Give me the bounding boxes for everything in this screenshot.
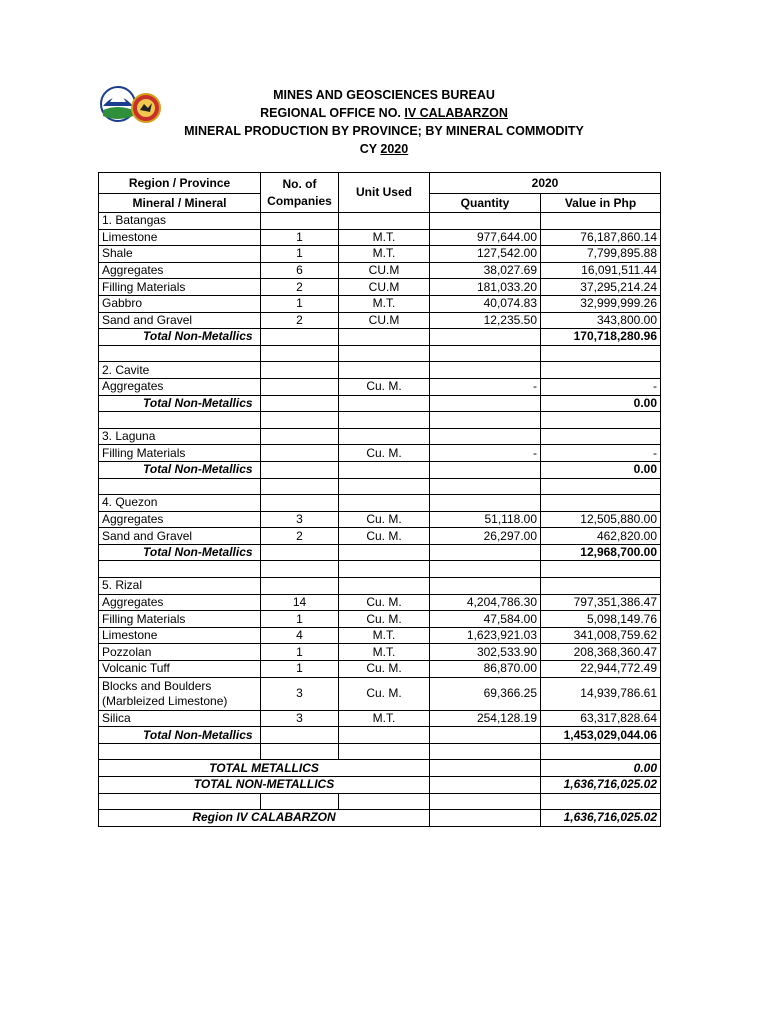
empty-cell (339, 793, 430, 810)
mineral-name: Silica (99, 710, 261, 727)
province-name: 3. Laguna (99, 428, 261, 445)
empty-cell (99, 793, 261, 810)
quantity-value: 254,128.19 (430, 710, 541, 727)
php-value: 12,505,880.00 (541, 511, 661, 528)
header-region-province: Region / Province (99, 173, 261, 194)
mineral-row (99, 445, 661, 462)
empty-cell (339, 412, 430, 429)
empty-cell (261, 395, 339, 412)
php-value: 37,295,214.24 (541, 279, 661, 296)
unit-used: Cu. M. (339, 611, 430, 628)
header-mineral: Mineral / Mineral (99, 194, 261, 213)
empty-cell (99, 478, 261, 495)
empty-cell (99, 743, 261, 760)
mineral-row (99, 594, 661, 611)
empty-cell (261, 478, 339, 495)
quantity-value: 51,118.00 (430, 511, 541, 528)
unit-used: Cu. M. (339, 594, 430, 611)
empty-cell (261, 793, 339, 810)
header-companies-label: Companies (267, 193, 332, 208)
empty-cell (430, 412, 541, 429)
province-total-value: 0.00 (541, 395, 661, 412)
empty-cell (261, 362, 339, 379)
companies-count: 2 (261, 528, 339, 545)
php-value: 32,999,999.26 (541, 295, 661, 312)
spacer-row (99, 478, 661, 495)
province-total-label: Total Non-Metallics (99, 329, 261, 346)
empty-cell (339, 345, 430, 362)
report-year (0, 142, 768, 156)
companies-count: 3 (261, 511, 339, 528)
empty-cell (261, 213, 339, 230)
mineral-name: Aggregates (99, 378, 261, 395)
mineral-name: Sand and Gravel (99, 528, 261, 545)
province-total-value: 170,718,280.96 (541, 329, 661, 346)
empty-cell (339, 428, 430, 445)
mineral-row (99, 627, 661, 644)
empty-cell (430, 362, 541, 379)
mineral-row (99, 312, 661, 329)
province-total-row (99, 395, 661, 412)
mineral-name: Filling Materials (99, 279, 261, 296)
php-value: 7,799,895.88 (541, 246, 661, 263)
region-total-value: 1,636,716,025.02 (541, 810, 661, 827)
empty-cell (541, 428, 661, 445)
companies-count: 4 (261, 627, 339, 644)
spacer-row (99, 793, 661, 810)
empty-cell (430, 213, 541, 230)
empty-cell (339, 329, 430, 346)
companies-count: 6 (261, 262, 339, 279)
mineral-name: Aggregates (99, 594, 261, 611)
production-table-body (99, 173, 661, 827)
empty-cell (261, 727, 339, 744)
unit-used: Cu. M. (339, 661, 430, 678)
mineral-row (99, 229, 661, 246)
spacer-row (99, 345, 661, 362)
empty-cell (339, 213, 430, 230)
companies-count: 1 (261, 246, 339, 263)
quantity-value: 4,204,786.30 (430, 594, 541, 611)
empty-cell (261, 329, 339, 346)
php-value: 343,800.00 (541, 312, 661, 329)
empty-cell (261, 578, 339, 595)
empty-cell (430, 727, 541, 744)
mineral-name: Aggregates (99, 262, 261, 279)
year-value: 2020 (380, 142, 409, 156)
province-total-label: Total Non-Metallics (99, 727, 261, 744)
php-value: 22,944,772.49 (541, 661, 661, 678)
province-name: 1. Batangas (99, 213, 261, 230)
companies-count (261, 445, 339, 462)
header-companies (261, 173, 339, 213)
empty-cell (430, 495, 541, 512)
companies-count: 14 (261, 594, 339, 611)
mineral-name: Limestone (99, 229, 261, 246)
companies-count: 3 (261, 677, 339, 710)
php-value: - (541, 445, 661, 462)
empty-cell (261, 461, 339, 478)
production-table (98, 172, 661, 827)
empty-cell (430, 478, 541, 495)
region-total-label: Region IV CALABARZON (99, 810, 430, 827)
province-total-value: 12,968,700.00 (541, 544, 661, 561)
province-name: 4. Quezon (99, 495, 261, 512)
quantity-value: - (430, 378, 541, 395)
header-no-of: No. of (282, 176, 317, 191)
empty-cell (430, 345, 541, 362)
empty-cell (339, 395, 430, 412)
empty-cell (261, 428, 339, 445)
php-value: 462,820.00 (541, 528, 661, 545)
unit-used: M.T. (339, 246, 430, 263)
unit-used: M.T. (339, 295, 430, 312)
unit-used: Cu. M. (339, 677, 430, 710)
spacer-row (99, 412, 661, 429)
empty-cell (261, 345, 339, 362)
mineral-row (99, 677, 661, 710)
quantity-value: 12,235.50 (430, 312, 541, 329)
empty-cell (339, 362, 430, 379)
mineral-name: Pozzolan (99, 644, 261, 661)
mineral-name: Gabbro (99, 295, 261, 312)
empty-cell (430, 793, 541, 810)
mineral-name: Sand and Gravel (99, 312, 261, 329)
empty-cell (339, 461, 430, 478)
empty-cell (339, 578, 430, 595)
province-row (99, 428, 661, 445)
php-value: - (541, 378, 661, 395)
unit-used: M.T. (339, 627, 430, 644)
quantity-value: 47,584.00 (430, 611, 541, 628)
mineral-row (99, 528, 661, 545)
empty-cell (261, 412, 339, 429)
province-total-row (99, 461, 661, 478)
province-total-label: Total Non-Metallics (99, 461, 261, 478)
quantity-value: 69,366.25 (430, 677, 541, 710)
total-metallics-label: TOTAL METALLICS (99, 760, 430, 777)
empty-cell (430, 329, 541, 346)
region-total (99, 810, 661, 827)
province-total-value: 0.00 (541, 461, 661, 478)
total-non-metallics-value: 1,636,716,025.02 (541, 777, 661, 794)
mineral-name: Limestone (99, 627, 261, 644)
php-value: 341,008,759.62 (541, 627, 661, 644)
mineral-row (99, 262, 661, 279)
empty-cell (261, 743, 339, 760)
empty-cell (99, 345, 261, 362)
quantity-value: 86,870.00 (430, 661, 541, 678)
empty-cell (541, 362, 661, 379)
companies-count: 1 (261, 661, 339, 678)
unit-used: M.T. (339, 644, 430, 661)
unit-used: M.T. (339, 710, 430, 727)
year-prefix: CY (359, 142, 381, 156)
unit-used: Cu. M. (339, 528, 430, 545)
quantity-value: - (430, 445, 541, 462)
empty-cell (430, 777, 541, 794)
quantity-value: 40,074.83 (430, 295, 541, 312)
unit-used: M.T. (339, 229, 430, 246)
province-row (99, 578, 661, 595)
empty-cell (430, 578, 541, 595)
empty-cell (339, 743, 430, 760)
mineral-row (99, 295, 661, 312)
province-total-row (99, 329, 661, 346)
regional-office-prefix: REGIONAL OFFICE NO. (260, 106, 405, 120)
php-value: 208,368,360.47 (541, 644, 661, 661)
unit-used: CU.M (339, 262, 430, 279)
province-name: 5. Rizal (99, 578, 261, 595)
php-value: 76,187,860.14 (541, 229, 661, 246)
companies-count: 1 (261, 611, 339, 628)
mineral-row (99, 279, 661, 296)
empty-cell (541, 478, 661, 495)
unit-used: CU.M (339, 312, 430, 329)
mineral-row (99, 644, 661, 661)
mineral-row (99, 661, 661, 678)
empty-cell (430, 544, 541, 561)
total-metallics-value: 0.00 (541, 760, 661, 777)
regional-office-name: IV CALABARZON (404, 106, 508, 120)
province-total-label: Total Non-Metallics (99, 544, 261, 561)
unit-used: Cu. M. (339, 378, 430, 395)
unit-used: Cu. M. (339, 511, 430, 528)
empty-cell (99, 561, 261, 578)
mineral-row (99, 611, 661, 628)
empty-cell (339, 544, 430, 561)
unit-used: Cu. M. (339, 445, 430, 462)
empty-cell (339, 478, 430, 495)
companies-count: 1 (261, 229, 339, 246)
province-total-row (99, 727, 661, 744)
empty-cell (541, 561, 661, 578)
php-value: 5,098,149.76 (541, 611, 661, 628)
table-header-row-1 (99, 173, 661, 194)
total-non-metallics (99, 777, 661, 794)
empty-cell (430, 743, 541, 760)
companies-count: 1 (261, 644, 339, 661)
companies-count: 2 (261, 279, 339, 296)
empty-cell (541, 793, 661, 810)
header-quantity: Quantity (430, 194, 541, 213)
empty-cell (430, 760, 541, 777)
regional-office-title (0, 106, 768, 120)
quantity-value: 977,644.00 (430, 229, 541, 246)
quantity-value: 1,623,921.03 (430, 627, 541, 644)
mineral-name-line2: (Marbleized Limestone) (102, 693, 228, 708)
quantity-value: 127,542.00 (430, 246, 541, 263)
mineral-name (99, 677, 261, 710)
companies-count: 2 (261, 312, 339, 329)
mineral-row (99, 246, 661, 263)
mineral-name: Shale (99, 246, 261, 263)
empty-cell (339, 727, 430, 744)
header-year: 2020 (430, 173, 661, 194)
header-unit-used: Unit Used (339, 173, 430, 213)
empty-cell (541, 495, 661, 512)
spacer-row (99, 743, 661, 760)
report-title: MINERAL PRODUCTION BY PROVINCE; BY MINERAL COMMODITY (184, 124, 584, 138)
spacer-row (99, 561, 661, 578)
province-row (99, 495, 661, 512)
mineral-row (99, 710, 661, 727)
quantity-value: 181,033.20 (430, 279, 541, 296)
empty-cell (339, 495, 430, 512)
unit-used: CU.M (339, 279, 430, 296)
quantity-value: 38,027.69 (430, 262, 541, 279)
empty-cell (99, 412, 261, 429)
empty-cell (541, 743, 661, 760)
companies-count: 1 (261, 295, 339, 312)
province-row (99, 213, 661, 230)
empty-cell (541, 345, 661, 362)
total-metallics (99, 760, 661, 777)
empty-cell (430, 810, 541, 827)
mineral-row (99, 378, 661, 395)
empty-cell (261, 544, 339, 561)
empty-cell (541, 412, 661, 429)
empty-cell (261, 561, 339, 578)
quantity-value: 302,533.90 (430, 644, 541, 661)
php-value: 16,091,511.44 (541, 262, 661, 279)
agency-title: MINES AND GEOSCIENCES BUREAU (273, 88, 495, 102)
empty-cell (430, 428, 541, 445)
mineral-name: Aggregates (99, 511, 261, 528)
province-name: 2. Cavite (99, 362, 261, 379)
empty-cell (430, 561, 541, 578)
mineral-row (99, 511, 661, 528)
quantity-value: 26,297.00 (430, 528, 541, 545)
empty-cell (261, 495, 339, 512)
companies-count (261, 378, 339, 395)
php-value: 14,939,786.61 (541, 677, 661, 710)
total-non-metallics-label: TOTAL NON-METALLICS (99, 777, 430, 794)
empty-cell (430, 461, 541, 478)
province-total-label: Total Non-Metallics (99, 395, 261, 412)
province-total-row (99, 544, 661, 561)
mineral-name-line1: Blocks and Boulders (102, 678, 212, 693)
mineral-name: Filling Materials (99, 445, 261, 462)
mineral-name: Filling Materials (99, 611, 261, 628)
province-row (99, 362, 661, 379)
empty-cell (339, 561, 430, 578)
empty-cell (430, 395, 541, 412)
php-value: 797,351,386.47 (541, 594, 661, 611)
php-value: 63,317,828.64 (541, 710, 661, 727)
header-value: Value in Php (541, 194, 661, 213)
province-total-value: 1,453,029,044.06 (541, 727, 661, 744)
empty-cell (541, 213, 661, 230)
mineral-name: Volcanic Tuff (99, 661, 261, 678)
companies-count: 3 (261, 710, 339, 727)
empty-cell (541, 578, 661, 595)
